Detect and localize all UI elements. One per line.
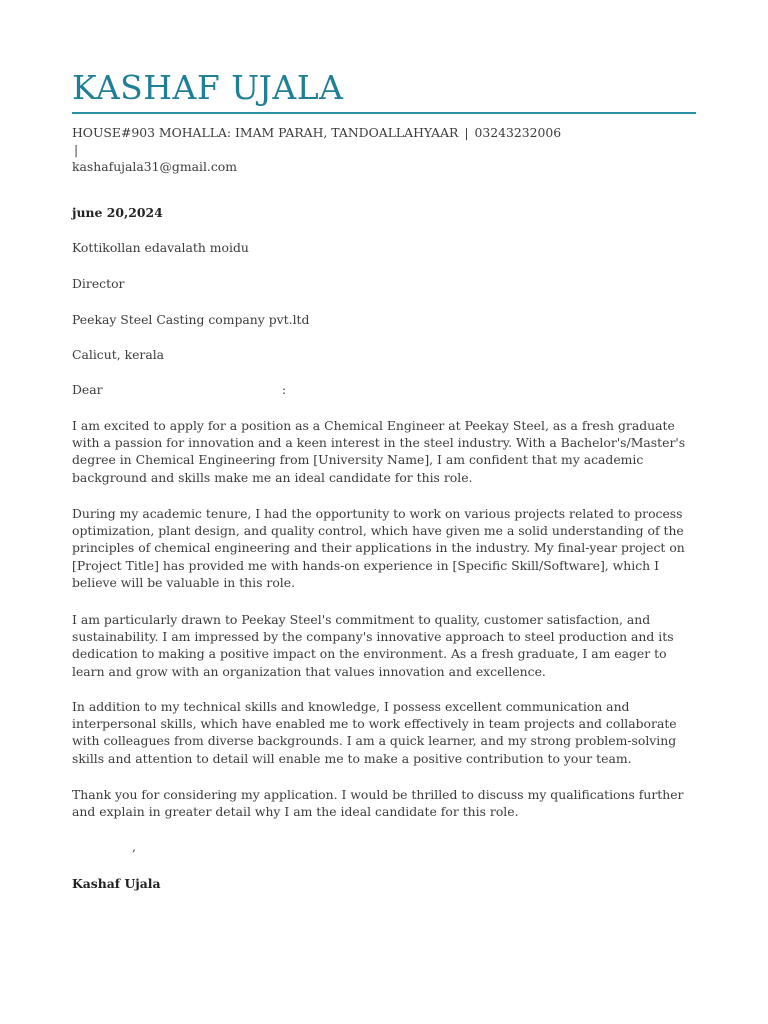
body-paragraph-2: During my academic tenure, I had the opportunity to work on various projects related to process optimization, plant design, and quality control, which have given me a solid understanding of the principles of chemical engineering and their applications in the industry. My final-year project on [Project Title] has provided me with hands-on experience in [Specific Skill/Software], which I believe will be valuable in this role. [72, 506, 685, 590]
applicant-name: KASHAF UJALA [72, 68, 344, 107]
contact-address: HOUSE#903 MOHALLA: IMAM PARAH, TANDOALLAHYAAR [72, 125, 459, 140]
signature-name: Kashaf Ujala [72, 876, 161, 891]
contact-info [72, 124, 572, 175]
recipient-title: Director [72, 276, 125, 291]
recipient-company: Peekay Steel Casting company pvt.ltd [72, 312, 310, 327]
contact-separator: | [464, 125, 469, 140]
salutation [72, 381, 312, 398]
recipient-location: Calicut, kerala [72, 347, 165, 362]
contact-separator: | [74, 142, 79, 157]
contact-phone: 03243232006 [474, 125, 562, 140]
salutation-text: Dear [72, 382, 103, 397]
body-paragraph-5: Thank you for considering my application. I would be thrilled to discuss my qualifications further and explain in greater detail why I am the ideal candidate for this role. [72, 787, 684, 820]
letter-date: june 20,2024 [72, 205, 163, 220]
body-paragraph-1: I am excited to apply for a position as a Chemical Engineer at Peekay Steel, as a fresh graduate with a passion for innovation and a keen interest in the steel industry. With a Bachelor's/Master's degree in Chemical Engineering from [University Name], I am confident that my academic background and skills make me an ideal candidate for this role. [72, 418, 686, 485]
salutation-colon: : [282, 382, 287, 397]
body-paragraph-4: In addition to my technical skills and knowledge, I possess excellent communication and interpersonal skills, which have enabled me to work effectively in team projects and collaborate with colleagues from diverse backgrounds. I am a quick learner, and my strong problem-solving skills and attention to detail will enable me to make a positive contribution to your team. [72, 699, 677, 766]
recipient-name: Kottikollan edavalath moidu [72, 240, 249, 255]
body-paragraph-3: I am particularly drawn to Peekay Steel's commitment to quality, customer satisfaction, and sustainability. I am impressed by the company's innovative approach to steel production and its dedication to making a positive impact on the environment. As a fresh graduate, I am eager to learn and grow with an organization that values innovation and excellence. [72, 612, 674, 679]
header-divider [72, 112, 696, 114]
contact-email: kashafujala31@gmail.com [72, 159, 238, 174]
closing-comma: , [132, 839, 136, 854]
